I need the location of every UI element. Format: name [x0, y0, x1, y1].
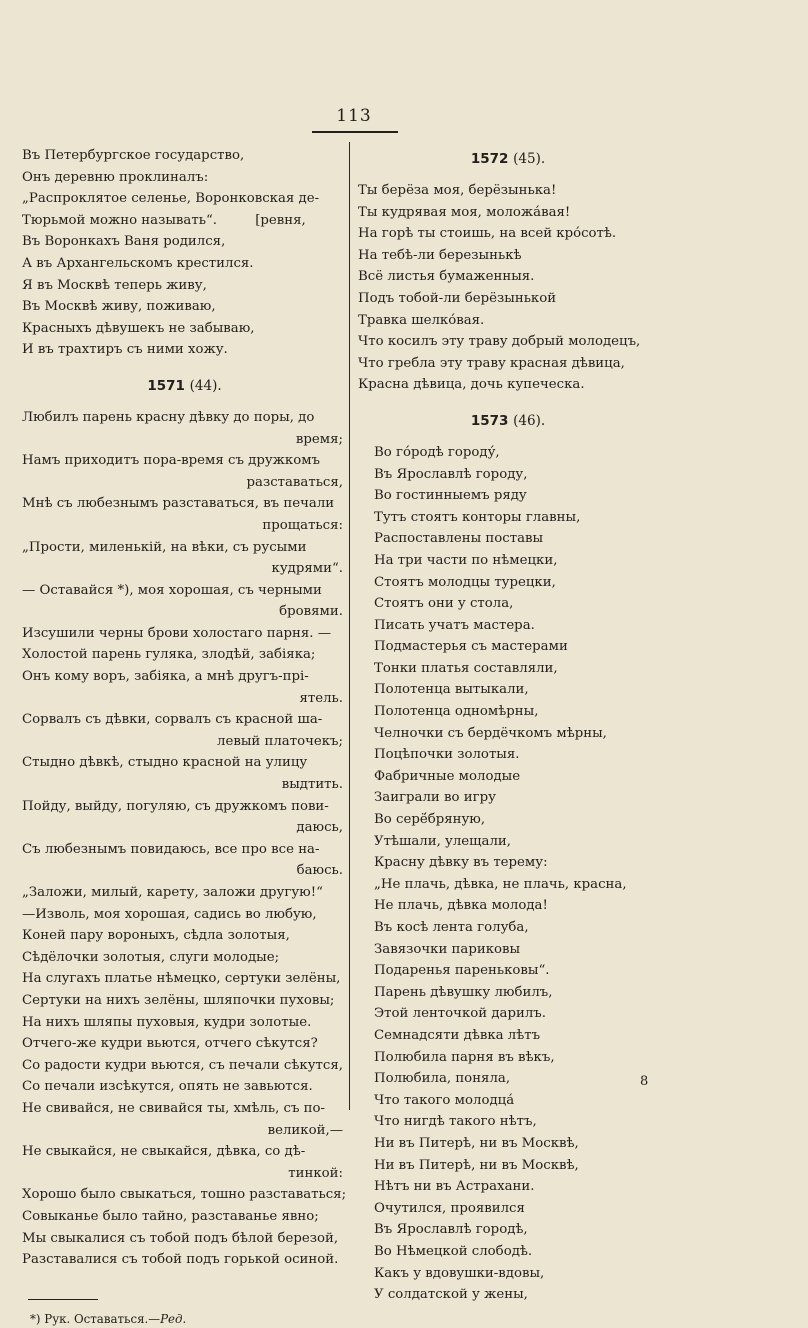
verse-line: разставаться, — [246, 474, 343, 490]
verse-line: Завязочки париковы — [374, 941, 521, 957]
verse-line: Въ Ярославлѣ городѣ, — [374, 1222, 528, 1238]
verse-line: Поцѣпочки золотыя. — [374, 747, 520, 763]
verse-line: На горѣ ты стоишь, на всей кро́сотѣ. — [358, 226, 617, 242]
song-number: 1573 — [470, 412, 509, 429]
verse-line: И въ трахтиръ съ ними хожу. — [22, 342, 228, 358]
verse-line: великой,— — [267, 1122, 343, 1138]
song-paren-number: (46). — [513, 412, 546, 429]
verse-line: тинкой: — [288, 1165, 343, 1181]
verse-line: Во серё́бряную, — [374, 812, 486, 828]
verse-line-text: Тюрьмой можно называть“. — [22, 212, 217, 228]
song-heading-1571 — [22, 375, 347, 397]
footnote-rule — [28, 1299, 98, 1300]
verse-line: Этой ленточкой дарилъ. — [374, 1006, 546, 1022]
verse-line: Въ Москвѣ живу, поживаю, — [22, 299, 216, 315]
verse-line: Во Нѣмецкой слободѣ. — [374, 1243, 533, 1259]
footnote — [22, 1310, 347, 1328]
verse-line: Подмастерья съ мастерами — [374, 639, 568, 655]
verse-line: Хорошо было свыкаться, тошно разставаться; — [22, 1187, 347, 1203]
verse-line: Въ косѣ лента голуба, — [374, 920, 529, 935]
verse-line: Красну дѣвку въ терему: — [374, 855, 548, 871]
verse-line: „Не плачь, дѣвка, не плачь, красна, — [374, 876, 627, 892]
verse-line: — Оставайся *), моя хорошая, съ черными — [22, 582, 322, 598]
verse-line: Утѣшали, улещали, — [374, 833, 512, 849]
verse-line: Подъ тобой-ли берёзынькой — [358, 290, 557, 306]
verse-line: „Прости, миленькій, на вѣки, съ русыми — [22, 539, 307, 555]
verse-line: —Изволь, моя хорошая, садись во любую, — [22, 906, 317, 922]
verse-line: Во гостинныемъ ряду — [374, 488, 527, 504]
verse-line: Стоятъ молодцы турецки, — [374, 574, 556, 590]
verse-line: Распоставлены поставы — [374, 531, 544, 547]
verse-line: Парень дѣвушку любилъ, — [374, 984, 553, 1000]
verse-line: Ты кудрявая моя, моложа́вая! — [358, 204, 571, 220]
verse-line: Мнѣ съ любезнымъ разставаться, въ печали — [22, 496, 335, 512]
verse-line: Полюбила парня въ вѣкъ, — [374, 1049, 555, 1065]
verse-line: Намъ приходитъ пора-время съ дружкомъ — [22, 453, 321, 469]
verse-line: Разставалися съ тобой подъ горькой осиной. — [22, 1252, 339, 1268]
verse-line: Сертуки на нихъ зелёны, шляпочки пуховы; — [22, 992, 335, 1008]
verse-line: прощаться: — [262, 517, 343, 533]
verse-line: Мы свыкалися съ тобой подъ бѣлой березой, — [22, 1230, 339, 1246]
page-number: 113 — [336, 106, 372, 126]
verse-line: бровями. — [279, 604, 343, 620]
verse-line: Я въ Москвѣ теперь живу, — [22, 277, 207, 293]
verse-line: Отчего-же кудри вьются, отчего сѣкутся? — [22, 1036, 318, 1052]
verse-line: Совыканье было тайно, разставанье явно; — [22, 1208, 319, 1224]
verse-line: Коней пару вороныхъ, сѣдла золотыя, — [22, 928, 290, 944]
verse-line: Нѣтъ ни въ Астрахани. — [374, 1179, 535, 1195]
verse-line: Сорвалъ съ дѣвки, сорвалъ съ красной ша- — [22, 712, 323, 728]
verse-line: Во го́родѣ городу́, — [374, 444, 500, 460]
song-heading-1572 — [358, 148, 658, 170]
verse-line: Челночки съ бердёчкомъ мѣрны, — [374, 725, 607, 741]
verse-line: баюсь. — [296, 863, 343, 879]
verse-line: Фабричные молодые — [374, 768, 521, 784]
verse-line: Подаренья пареньковы“. — [374, 963, 550, 979]
verse-line: Не свыкайся, не свыкайся, дѣвка, со дѣ- — [22, 1144, 306, 1160]
intro-bracket-text: [ревня, — [255, 212, 306, 228]
verse-line: Въ Ярославлѣ городу, — [374, 466, 528, 482]
verse-line: Полюбила, поняла, — [374, 1071, 511, 1087]
verse-line: „Распроклятое селенье, Воронковская де- — [22, 191, 320, 207]
verse-line: Стоятъ они у стола, — [374, 596, 514, 612]
verse-line: Всё листья бумаженныя. — [358, 269, 535, 285]
verse-line: Ни въ Питерѣ, ни въ Москвѣ, — [374, 1157, 579, 1173]
verse-line: Красна дѣвица, дочь купеческа. — [358, 377, 585, 393]
footnote-text: *) Рук. Оставаться.— — [30, 1311, 161, 1326]
verse-line: Любилъ парень красну дѣвку до поры, до — [22, 409, 315, 425]
verse-line: время; — [295, 431, 343, 447]
footnote-editor: Ред. — [160, 1311, 187, 1326]
verse-line: Не плачь, дѣвка молода! — [374, 898, 548, 914]
intro-line-last — [22, 210, 347, 232]
verse-line: Холостой парень гуляка, злодѣй, забіяка; — [22, 647, 316, 663]
song-1573-text — [358, 442, 658, 1306]
verse-line: Со радости кудри вьются, съ печали сѣкутся, — [22, 1057, 343, 1073]
verse-line: У солдатской у жены, — [374, 1287, 528, 1303]
right-column — [358, 148, 658, 1306]
song-paren-number: (45). — [513, 151, 546, 167]
verse-line: Онъ деревню проклиналъ: — [22, 169, 209, 185]
verse-line: ятель. — [299, 690, 343, 706]
verse-line: „Заложи, милый, карету, заложи другую!“ — [22, 885, 323, 900]
song-heading-1573 — [358, 410, 658, 432]
verse-line: даюсь, — [296, 820, 343, 836]
intro-verse-cont — [22, 231, 347, 361]
verse-line: Сѣдёлочки золотыя, слуги молодые; — [22, 949, 280, 965]
intro-verse — [22, 145, 347, 210]
verse-line: Въ Петербургское государство, — [22, 148, 245, 163]
verse-line: Не свивайся, не свивайся ты, хмѣль, съ по- — [22, 1100, 326, 1116]
page-number-rule — [312, 131, 398, 133]
verse-line: Что нигдѣ такого нѣтъ, — [374, 1114, 537, 1130]
verse-line: левый платочекъ; — [217, 733, 343, 749]
verse-line: Полотенца одномѣрны, — [374, 704, 539, 720]
song-paren-number: (44). — [189, 377, 222, 394]
verse-line: Тонки платья составляли, — [374, 660, 558, 676]
song-number: 1572 — [470, 151, 509, 167]
signature-mark: 8 — [640, 1074, 649, 1089]
verse-line: Ни въ Питерѣ, ни въ Москвѣ, — [374, 1135, 579, 1151]
verse-line: Очутился, проявился — [374, 1200, 525, 1216]
verse-line: На нихъ шляпы пуховыя, кудри золотые. — [22, 1014, 312, 1030]
column-divider — [349, 142, 350, 1110]
verse-line: Какъ у вдовушки-вдовы, — [374, 1265, 545, 1281]
song-1571-text — [22, 407, 347, 1271]
verse-line: На тебѣ-ли березынькѣ — [358, 247, 522, 263]
verse-line: выдтить. — [281, 777, 343, 793]
verse-line: Онъ кому воръ, забіяка, а мнѣ другъ-прі- — [22, 669, 309, 685]
verse-line: Писать учатъ мастера. — [374, 617, 535, 633]
verse-line: Травка шелко́вая. — [358, 312, 485, 328]
song-number: 1571 — [147, 377, 185, 394]
verse-line: На три части по нѣмецки, — [374, 552, 558, 568]
verse-line: Ты берёза моя, берёзынька! — [358, 183, 557, 198]
verse-line: кудрями“. — [271, 561, 343, 577]
verse-line: Полотенца вытыкали, — [374, 682, 529, 698]
verse-line: Что гребла эту траву красная дѣвица, — [358, 355, 625, 371]
verse-line: Со печали изсѣкутся, опять не завьются. — [22, 1079, 313, 1095]
verse-line: Изсушили черны брови холостаго парня. — — [22, 625, 332, 641]
verse-line: А въ Архангельскомъ крестился. — [22, 255, 254, 271]
verse-line: Тутъ стоятъ конторы главны, — [374, 509, 581, 525]
left-column — [22, 145, 347, 1328]
verse-line: Что косилъ эту траву добрый молодецъ, — [358, 334, 641, 350]
verse-line: Заиграли во игру — [374, 790, 496, 806]
verse-line: Пойду, выйду, погуляю, съ дружкомъ пови- — [22, 798, 329, 814]
verse-line: Въ Воронкахъ Ваня родился, — [22, 234, 226, 250]
song-1572-text — [358, 180, 658, 396]
verse-line: Семнадсяти дѣвка лѣтъ — [374, 1027, 541, 1043]
verse-line: Съ любезнымъ повидаюсь, все про все на- — [22, 841, 320, 857]
verse-line: Стыдно дѣвкѣ, стыдно красной на улицу — [22, 755, 308, 771]
verse-line: Что такого молодца́ — [374, 1092, 515, 1108]
verse-line: На слугахъ платье нѣмецко, сертуки зелёны, — [22, 971, 341, 987]
verse-line: Красныхъ дѣвушекъ не забываю, — [22, 320, 255, 336]
